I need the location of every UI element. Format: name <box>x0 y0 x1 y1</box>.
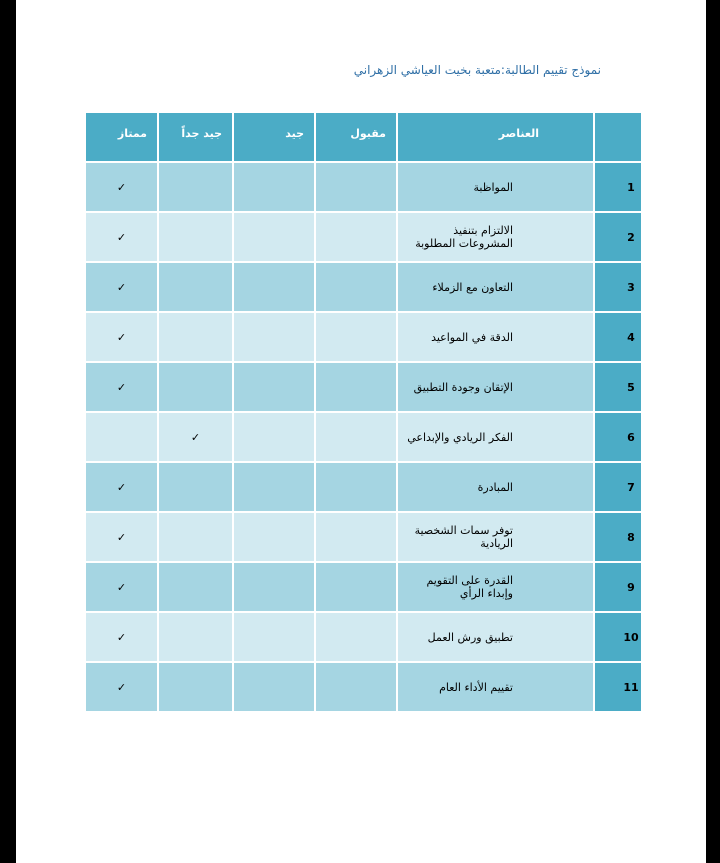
excellent-cell-text: ✓ <box>116 630 127 644</box>
item-cell-text: الإتقان وجودة التطبيق <box>413 380 513 394</box>
good-cell <box>233 212 315 262</box>
acceptable-cell <box>315 412 397 462</box>
table-row <box>85 612 642 662</box>
good-cell <box>233 162 315 212</box>
acceptable-cell <box>315 462 397 512</box>
excellent-cell <box>85 412 158 462</box>
header-acceptable: مقبول <box>315 112 397 162</box>
row-number-cell <box>594 512 642 562</box>
good-cell <box>233 462 315 512</box>
row-number-cell-text: 2 <box>627 230 635 244</box>
item-cell <box>397 262 594 312</box>
item-cell <box>397 662 594 712</box>
good-cell <box>233 362 315 412</box>
item-cell-text: الالتزام بتنفيذ المشروعات المطلوبة <box>415 224 513 250</box>
table-row <box>85 512 642 562</box>
acceptable-cell <box>315 512 397 562</box>
good-cell <box>233 262 315 312</box>
excellent-cell-text: ✓ <box>116 380 127 394</box>
acceptable-cell <box>315 562 397 612</box>
very-good-cell <box>158 512 233 562</box>
item-cell-text: توفر سمات الشخصية الريادية <box>414 524 513 550</box>
good-cell <box>233 662 315 712</box>
table-row <box>85 662 642 712</box>
acceptable-cell <box>315 612 397 662</box>
very-good-cell <box>158 212 233 262</box>
excellent-cell-text: ✓ <box>116 580 127 594</box>
very-good-cell-text: ✓ <box>190 430 201 444</box>
table-header-row <box>85 112 642 162</box>
excellent-cell <box>85 162 158 212</box>
row-number-cell <box>594 212 642 262</box>
row-number-cell <box>594 312 642 362</box>
very-good-cell <box>158 412 233 462</box>
item-cell <box>397 412 594 462</box>
item-cell-text: التعاون مع الزملاء <box>432 280 513 294</box>
table-row <box>85 462 642 512</box>
table-row <box>85 412 642 462</box>
excellent-cell-text: ✓ <box>116 230 127 244</box>
excellent-cell-text: ✓ <box>116 280 127 294</box>
excellent-cell <box>85 562 158 612</box>
very-good-cell <box>158 612 233 662</box>
excellent-cell <box>85 262 158 312</box>
excellent-cell-text: ✓ <box>116 530 127 544</box>
table-row <box>85 562 642 612</box>
row-number-cell <box>594 162 642 212</box>
row-number-cell-text: 3 <box>627 280 635 294</box>
excellent-cell <box>85 362 158 412</box>
row-number-cell-text: 6 <box>627 430 635 444</box>
acceptable-cell <box>315 162 397 212</box>
very-good-cell <box>158 462 233 512</box>
excellent-cell-text: ✓ <box>116 180 127 194</box>
good-cell <box>233 412 315 462</box>
very-good-cell <box>158 312 233 362</box>
item-cell-text: القدرة على التقويم وإبداء الرأي <box>426 574 513 600</box>
acceptable-cell <box>315 262 397 312</box>
very-good-cell <box>158 262 233 312</box>
item-cell <box>397 512 594 562</box>
good-cell <box>233 562 315 612</box>
item-cell <box>397 362 594 412</box>
acceptable-cell <box>315 212 397 262</box>
very-good-cell <box>158 362 233 412</box>
good-cell <box>233 512 315 562</box>
row-number-cell <box>594 412 642 462</box>
header-very-good: جيد جداً <box>158 112 233 162</box>
good-cell <box>233 612 315 662</box>
table-row <box>85 312 642 362</box>
row-number-cell <box>594 362 642 412</box>
item-cell <box>397 462 594 512</box>
item-cell <box>397 612 594 662</box>
excellent-cell <box>85 512 158 562</box>
row-number-cell <box>594 662 642 712</box>
acceptable-cell <box>315 312 397 362</box>
good-cell <box>233 312 315 362</box>
item-cell-text: تقييم الأداء العام <box>439 680 513 694</box>
acceptable-cell <box>315 662 397 712</box>
row-number-cell <box>594 562 642 612</box>
table-row <box>85 162 642 212</box>
row-number-cell-text: 7 <box>627 480 635 494</box>
evaluation-table <box>84 111 643 713</box>
item-cell-text: الفكر الريادي والإبداعي <box>407 430 513 444</box>
excellent-cell <box>85 312 158 362</box>
excellent-cell-text: ✓ <box>116 480 127 494</box>
row-number-cell <box>594 462 642 512</box>
header-excellent: ممتاز <box>85 112 158 162</box>
excellent-cell <box>85 212 158 262</box>
header-elements: العناصر <box>397 112 594 162</box>
excellent-cell <box>85 462 158 512</box>
row-number-cell-text: 10 <box>623 630 639 644</box>
item-cell-text: الدقة في المواعيد <box>431 330 513 344</box>
table-row <box>85 362 642 412</box>
item-cell <box>397 162 594 212</box>
document-page <box>16 0 706 863</box>
excellent-cell-text: ✓ <box>116 330 127 344</box>
row-number-cell-text: 9 <box>627 580 635 594</box>
item-cell <box>397 212 594 262</box>
table-row <box>85 262 642 312</box>
row-number-cell-text: 11 <box>623 680 639 694</box>
excellent-cell <box>85 612 158 662</box>
item-cell-text: المبادرة <box>477 480 513 494</box>
acceptable-cell <box>315 362 397 412</box>
item-cell <box>397 312 594 362</box>
header-good: جيد <box>233 112 315 162</box>
form-title: نموذج تقييم الطالبة:متعبة بخيت العياشي الزهراني <box>353 63 601 77</box>
row-number-cell-text: 1 <box>627 180 635 194</box>
row-number-cell-text: 8 <box>627 530 635 544</box>
excellent-cell-text: ✓ <box>116 680 127 694</box>
very-good-cell <box>158 162 233 212</box>
excellent-cell <box>85 662 158 712</box>
table-row <box>85 212 642 262</box>
row-number-cell <box>594 612 642 662</box>
item-cell <box>397 562 594 612</box>
item-cell-text: تطبيق ورش العمل <box>427 630 513 644</box>
row-number-cell <box>594 262 642 312</box>
very-good-cell <box>158 662 233 712</box>
very-good-cell <box>158 562 233 612</box>
header-number <box>594 112 642 162</box>
item-cell-text: المواظبة <box>473 180 513 194</box>
row-number-cell-text: 5 <box>627 380 635 394</box>
row-number-cell-text: 4 <box>627 330 635 344</box>
